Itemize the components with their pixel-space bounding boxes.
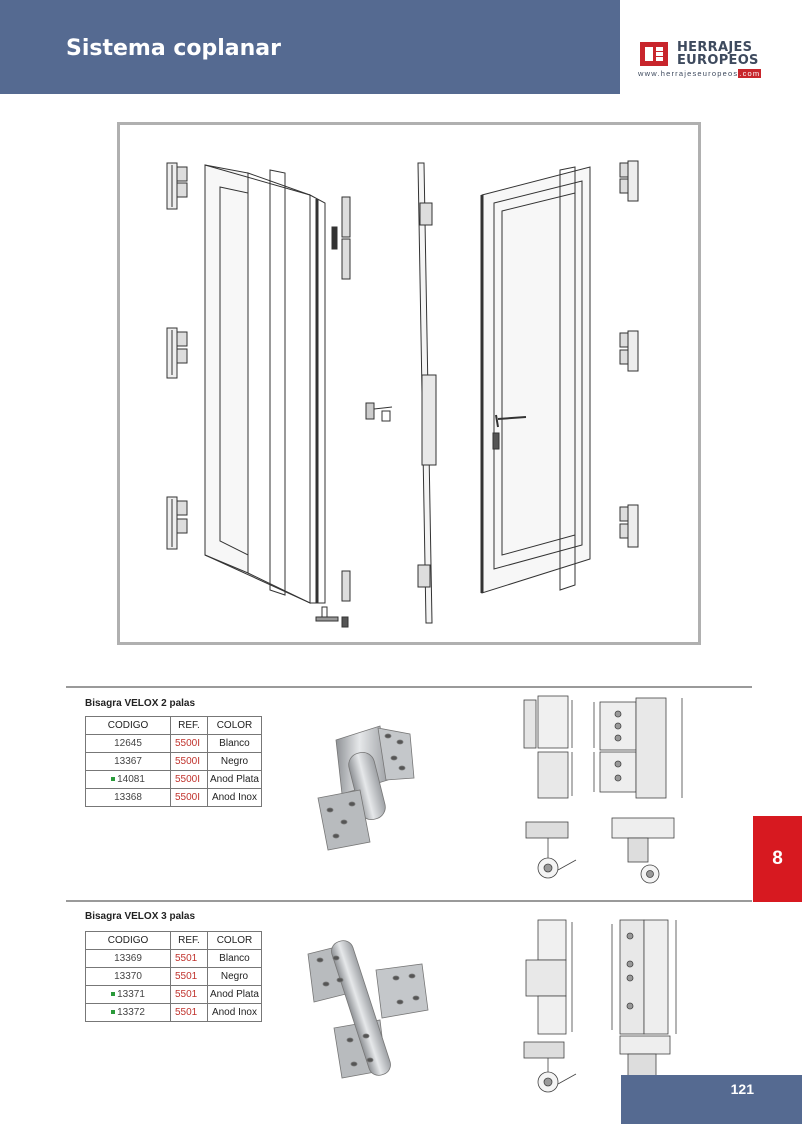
cell-ref: 5500I: [171, 771, 208, 789]
table-row: [86, 986, 262, 1004]
green-marker-icon: [111, 1010, 115, 1014]
velox-3-palas-technical-drawing: [516, 914, 686, 1100]
green-marker-icon: [111, 777, 115, 781]
cell-codigo: 13369: [86, 950, 171, 968]
velox-2-palas-hinge-image: [298, 720, 428, 870]
cell-codigo-text: 14081: [117, 774, 145, 785]
table-row: [86, 735, 262, 753]
cell-ref: 5500I: [171, 735, 208, 753]
page-title: Sistema coplanar: [66, 36, 281, 61]
col-codigo: CODIGO: [86, 717, 171, 735]
chapter-tab: 8: [753, 816, 802, 902]
left-hardware: [316, 197, 350, 627]
col-ref: REF.: [171, 717, 208, 735]
right-hinge-middle: [620, 331, 638, 371]
table-row: [86, 753, 262, 771]
espagnolette-bar: [418, 163, 436, 623]
cell-color: Anod Inox: [208, 789, 262, 807]
section1-title: Bisagra VELOX 2 palas: [85, 698, 196, 709]
cell-ref: 5500I: [171, 789, 208, 807]
table-row: [86, 771, 262, 789]
cell-codigo: 13367: [86, 753, 171, 771]
cell-color: Anod Plata: [208, 986, 262, 1004]
cell-color: Negro: [208, 753, 262, 771]
cell-codigo-text: 13371: [117, 989, 145, 1000]
table-header-row: [86, 717, 262, 735]
left-hinge-middle: [167, 328, 187, 378]
right-hinge-top: [620, 161, 638, 201]
header-band: [0, 0, 620, 94]
cell-color: Blanco: [208, 950, 262, 968]
cell-color: Negro: [208, 968, 262, 986]
logo-mark-icon: [640, 42, 668, 66]
section1-table: [85, 716, 262, 807]
cell-color: Anod Inox: [208, 1004, 262, 1022]
table-row: [86, 950, 262, 968]
col-ref: REF.: [171, 932, 208, 950]
logo-url-tld: .com: [739, 69, 761, 78]
cell-color: Anod Plata: [208, 771, 262, 789]
logo-line-2: EUROPEOS: [677, 53, 759, 68]
page-number: 121: [730, 1081, 754, 1097]
logo-url: [638, 69, 761, 78]
right-hinge-bottom: [620, 505, 638, 547]
velox-2-palas-technical-drawing: [516, 692, 686, 892]
left-hinge-top: [167, 163, 187, 209]
section1-divider: [66, 686, 752, 688]
left-hinge-bottom: [167, 497, 187, 549]
footer-band: [621, 1075, 802, 1124]
table-row: [86, 1004, 262, 1022]
col-color: COLOR: [208, 932, 262, 950]
cell-codigo: 13368: [86, 789, 171, 807]
velox-3-palas-hinge-image: [304, 936, 444, 1086]
cell-ref: 5501: [171, 986, 208, 1004]
section2-title: Bisagra VELOX 3 palas: [85, 911, 196, 922]
exploded-window-drawing: [117, 122, 701, 645]
left-sash: [205, 165, 325, 603]
col-color: COLOR: [208, 717, 262, 735]
cell-ref: 5501: [171, 950, 208, 968]
cell-ref: 5501: [171, 968, 208, 986]
logo-line-1: HERRAJES: [677, 40, 753, 55]
col-codigo: CODIGO: [86, 932, 171, 950]
cell-codigo-text: 13372: [117, 1007, 145, 1018]
table-row: [86, 968, 262, 986]
section2-table: [85, 931, 262, 1022]
cell-codigo: 13370: [86, 968, 171, 986]
section2-divider: [66, 900, 752, 902]
cell-codigo: [86, 986, 171, 1004]
cell-ref: 5500I: [171, 753, 208, 771]
table-header-row: [86, 932, 262, 950]
window-exploded-svg: [120, 125, 698, 642]
cell-ref: 5501: [171, 1004, 208, 1022]
cell-color: Blanco: [208, 735, 262, 753]
cell-codigo: [86, 1004, 171, 1022]
loose-handle: [366, 403, 392, 421]
cell-codigo: 12645: [86, 735, 171, 753]
cell-codigo: [86, 771, 171, 789]
herrajes-europeos-logo: [636, 38, 761, 82]
green-marker-icon: [111, 992, 115, 996]
table-row: [86, 789, 262, 807]
logo-url-main: www.herrajeseuropeos: [638, 69, 739, 78]
right-sash: [482, 167, 590, 593]
